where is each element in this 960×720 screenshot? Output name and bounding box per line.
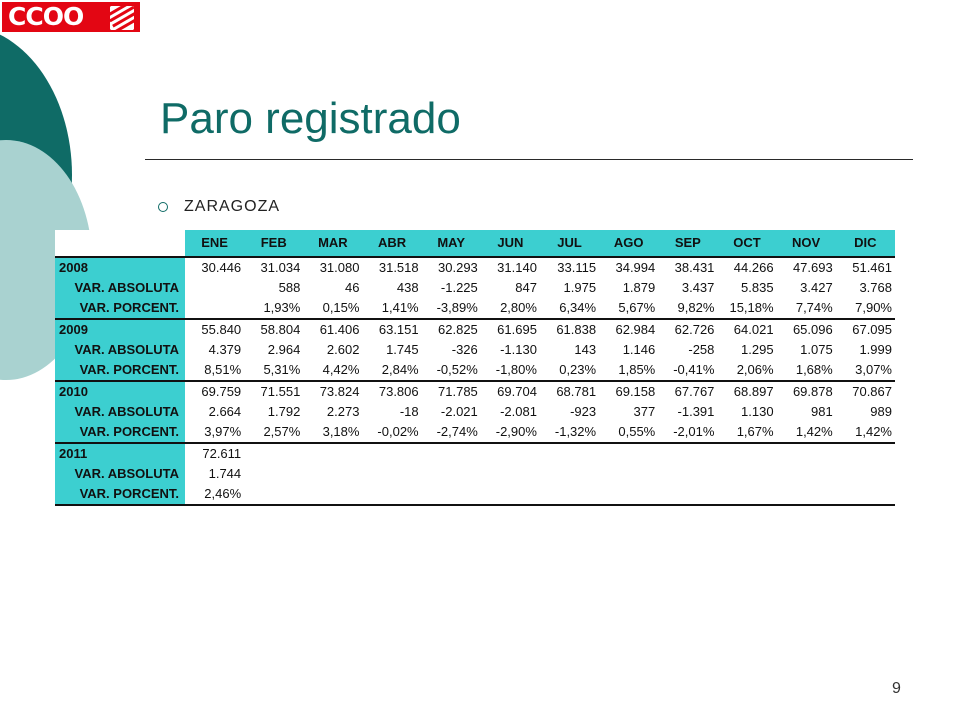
table-cell: 2,80% bbox=[500, 300, 537, 315]
table-cell bbox=[244, 484, 303, 505]
table-cell: 1,67% bbox=[736, 424, 774, 439]
percent-variation-label: VAR. PORCENT. bbox=[55, 422, 185, 443]
table-cell bbox=[836, 484, 895, 505]
table-cell: -0,52% bbox=[436, 362, 478, 377]
table-cell: -2.081 bbox=[500, 404, 537, 419]
absolute-variation-row bbox=[55, 464, 895, 484]
table-cell bbox=[658, 443, 717, 464]
table-cell: 58.804 bbox=[244, 319, 303, 340]
table-cell bbox=[777, 443, 836, 464]
table-cell: 7,90% bbox=[855, 300, 892, 315]
column-header: ENE bbox=[185, 230, 244, 257]
logo-text: CCOO bbox=[8, 2, 84, 31]
year-label: 2008 bbox=[55, 257, 185, 278]
table-cell: 5.835 bbox=[741, 280, 774, 295]
table-cell: 8,51% bbox=[204, 362, 242, 377]
table-cell: -0,02% bbox=[377, 424, 419, 439]
table-cell: 71.551 bbox=[244, 381, 303, 402]
column-header: JUL bbox=[540, 230, 599, 257]
table-cell: 2.964 bbox=[267, 342, 301, 357]
table-cell: 61.406 bbox=[303, 319, 362, 340]
table-cell: 1,41% bbox=[381, 300, 419, 315]
table-cell: 3,07% bbox=[855, 362, 892, 377]
table-cell: 68.897 bbox=[717, 381, 776, 402]
header-corner-cell bbox=[55, 230, 185, 257]
year-total-row bbox=[55, 443, 895, 464]
table-cell: 15,18% bbox=[729, 300, 774, 315]
percent-variation-label: VAR. PORCENT. bbox=[55, 298, 185, 319]
table-cell bbox=[836, 464, 895, 484]
table-cell: -1,80% bbox=[495, 362, 537, 377]
table-cell bbox=[481, 464, 540, 484]
table-cell: 1,85% bbox=[618, 362, 656, 377]
absolute-variation-label: VAR. ABSOLUTA bbox=[55, 340, 185, 360]
table-cell: 143 bbox=[574, 342, 597, 357]
aragon-flag-icon bbox=[110, 6, 134, 30]
table-cell bbox=[362, 484, 421, 505]
year-group bbox=[55, 319, 895, 381]
table-cell: -18 bbox=[399, 404, 419, 419]
table-cell: 51.461 bbox=[836, 257, 895, 278]
table-cell bbox=[658, 484, 717, 505]
page-number: 9 bbox=[892, 680, 901, 697]
table-cell: -923 bbox=[570, 404, 597, 419]
column-header: SEP bbox=[658, 230, 717, 257]
unemployment-table bbox=[55, 230, 895, 506]
table-cell bbox=[185, 278, 244, 298]
table-cell: 61.695 bbox=[481, 319, 540, 340]
table-cell bbox=[717, 484, 776, 505]
column-header: JUN bbox=[481, 230, 540, 257]
table-cell: 34.994 bbox=[599, 257, 658, 278]
table-cell: -2,74% bbox=[436, 424, 478, 439]
table-cell bbox=[303, 443, 362, 464]
table-cell bbox=[362, 464, 421, 484]
table-cell bbox=[303, 464, 362, 484]
table-cell bbox=[540, 484, 599, 505]
table-cell: 31.140 bbox=[481, 257, 540, 278]
table-cell: 1,68% bbox=[795, 362, 833, 377]
table-cell: 588 bbox=[278, 280, 301, 295]
table-cell: -0,41% bbox=[673, 362, 715, 377]
table-cell: -326 bbox=[451, 342, 478, 357]
table-cell bbox=[422, 464, 481, 484]
table-cell: 2,57% bbox=[263, 424, 301, 439]
table-cell: 438 bbox=[396, 280, 419, 295]
year-label: 2011 bbox=[55, 443, 185, 464]
table-cell: 69.704 bbox=[481, 381, 540, 402]
table-cell bbox=[362, 443, 421, 464]
table-cell: 3,18% bbox=[322, 424, 360, 439]
table-cell bbox=[303, 484, 362, 505]
table-cell: 3.437 bbox=[681, 280, 715, 295]
table-cell: 2.602 bbox=[326, 342, 360, 357]
table-cell: 1.075 bbox=[800, 342, 833, 357]
table-cell: 68.781 bbox=[540, 381, 599, 402]
table-cell bbox=[658, 464, 717, 484]
table-cell: 1.146 bbox=[622, 342, 656, 357]
table-cell: -3,89% bbox=[436, 300, 478, 315]
table-cell bbox=[422, 443, 481, 464]
table-cell: -1.391 bbox=[677, 404, 715, 419]
table-cell: -258 bbox=[688, 342, 715, 357]
column-header: MAR bbox=[303, 230, 362, 257]
year-group bbox=[55, 381, 895, 443]
table-cell bbox=[481, 484, 540, 505]
table-cell bbox=[777, 484, 836, 505]
year-total-row bbox=[55, 257, 895, 278]
table-cell: 377 bbox=[633, 404, 656, 419]
table-cell bbox=[422, 484, 481, 505]
bullet-item bbox=[158, 198, 280, 216]
table-cell: 38.431 bbox=[658, 257, 717, 278]
table-cell bbox=[717, 464, 776, 484]
table-cell: 7,74% bbox=[795, 300, 833, 315]
table-cell: 3.427 bbox=[800, 280, 833, 295]
table-cell: 1.792 bbox=[267, 404, 301, 419]
table-cell: 6,34% bbox=[559, 300, 597, 315]
column-header: DIC bbox=[836, 230, 895, 257]
table-cell: 61.838 bbox=[540, 319, 599, 340]
absolute-variation-row bbox=[55, 402, 895, 422]
title-divider bbox=[145, 159, 913, 160]
table-cell: 1.975 bbox=[563, 280, 597, 295]
table-cell: 69.878 bbox=[777, 381, 836, 402]
slide-title: Paro registrado bbox=[160, 94, 461, 143]
table-cell: 2,84% bbox=[381, 362, 419, 377]
table-cell: 55.840 bbox=[185, 319, 244, 340]
table-cell: 73.824 bbox=[303, 381, 362, 402]
absolute-variation-label: VAR. ABSOLUTA bbox=[55, 464, 185, 484]
table-cell: 73.806 bbox=[362, 381, 421, 402]
year-group bbox=[55, 257, 895, 319]
table-cell: 64.021 bbox=[717, 319, 776, 340]
percent-variation-label: VAR. PORCENT. bbox=[55, 360, 185, 381]
table-cell: 31.518 bbox=[362, 257, 421, 278]
percent-variation-row bbox=[55, 484, 895, 505]
table-cell: 3.768 bbox=[859, 280, 892, 295]
column-header: AGO bbox=[599, 230, 658, 257]
absolute-variation-label: VAR. ABSOLUTA bbox=[55, 278, 185, 298]
year-label: 2009 bbox=[55, 319, 185, 340]
table-cell: -2.021 bbox=[440, 404, 478, 419]
table-cell: 62.984 bbox=[599, 319, 658, 340]
table-cell: 4,42% bbox=[322, 362, 360, 377]
table-cell: 1.879 bbox=[622, 280, 656, 295]
table-cell: 67.095 bbox=[836, 319, 895, 340]
table-cell: 989 bbox=[870, 404, 892, 419]
table-cell: 30.293 bbox=[422, 257, 481, 278]
table-cell: 1,42% bbox=[855, 424, 892, 439]
table-cell bbox=[777, 464, 836, 484]
table-cell: 4.379 bbox=[208, 342, 242, 357]
percent-variation-label: VAR. PORCENT. bbox=[55, 484, 185, 505]
column-header: MAY bbox=[422, 230, 481, 257]
table-cell: 31.080 bbox=[303, 257, 362, 278]
table-cell bbox=[717, 443, 776, 464]
ccoo-logo bbox=[0, 0, 142, 34]
table-cell bbox=[540, 443, 599, 464]
table-cell: 3,97% bbox=[204, 424, 242, 439]
year-total-row bbox=[55, 319, 895, 340]
table-cell: 0,15% bbox=[322, 300, 360, 315]
year-label: 2010 bbox=[55, 381, 185, 402]
table-cell: 33.115 bbox=[540, 257, 599, 278]
year-group bbox=[55, 443, 895, 505]
circle-bullet-icon bbox=[158, 202, 168, 212]
table-cell: 1,93% bbox=[263, 300, 301, 315]
bullet-label: ZARAGOZA bbox=[184, 198, 281, 215]
table-cell: 72.611 bbox=[185, 443, 244, 464]
table-cell: 71.785 bbox=[422, 381, 481, 402]
table-cell: -1,32% bbox=[554, 424, 597, 439]
table-cell: 30.446 bbox=[185, 257, 244, 278]
table-cell: 44.266 bbox=[717, 257, 776, 278]
table-cell: 67.767 bbox=[658, 381, 717, 402]
table-cell bbox=[599, 484, 658, 505]
table-cell bbox=[244, 443, 303, 464]
percent-variation-row bbox=[55, 422, 895, 443]
table-cell: 31.034 bbox=[244, 257, 303, 278]
table-cell: 5,31% bbox=[263, 362, 301, 377]
table-cell bbox=[481, 443, 540, 464]
percent-variation-row bbox=[55, 298, 895, 319]
table-cell: 69.158 bbox=[599, 381, 658, 402]
table-cell bbox=[540, 464, 599, 484]
table-cell: 1.744 bbox=[208, 466, 242, 481]
table-cell: 9,82% bbox=[677, 300, 715, 315]
table-cell: -1.225 bbox=[440, 280, 478, 295]
table-cell: 0,55% bbox=[618, 424, 656, 439]
column-header: OCT bbox=[717, 230, 776, 257]
table-cell: 62.825 bbox=[422, 319, 481, 340]
table-cell: -2,01% bbox=[673, 424, 715, 439]
table-cell: -1.130 bbox=[500, 342, 537, 357]
table-cell: 1,42% bbox=[795, 424, 833, 439]
table-cell: 46 bbox=[345, 280, 360, 295]
table-cell bbox=[244, 464, 303, 484]
table-cell: 2,46% bbox=[185, 484, 244, 505]
table-cell: 847 bbox=[515, 280, 537, 295]
table-cell: 62.726 bbox=[658, 319, 717, 340]
absolute-variation-label: VAR. ABSOLUTA bbox=[55, 402, 185, 422]
absolute-variation-row bbox=[55, 340, 895, 360]
absolute-variation-row bbox=[55, 278, 895, 298]
year-total-row bbox=[55, 381, 895, 402]
table-cell: 63.151 bbox=[362, 319, 421, 340]
percent-variation-row bbox=[55, 360, 895, 381]
table-cell: 2.273 bbox=[326, 404, 360, 419]
column-header: FEB bbox=[244, 230, 303, 257]
table-cell: 1.295 bbox=[741, 342, 774, 357]
table-cell: 47.693 bbox=[777, 257, 836, 278]
table-cell: 5,67% bbox=[618, 300, 656, 315]
column-header: ABR bbox=[362, 230, 421, 257]
table-cell: 981 bbox=[811, 404, 833, 419]
table-cell bbox=[599, 464, 658, 484]
table-cell bbox=[599, 443, 658, 464]
table-cell: 2.664 bbox=[208, 404, 242, 419]
table-cell: 1.130 bbox=[741, 404, 774, 419]
table-cell: 1.999 bbox=[859, 342, 892, 357]
table-cell: 0,23% bbox=[559, 362, 597, 377]
table-cell bbox=[185, 298, 244, 319]
table-cell: 70.867 bbox=[836, 381, 895, 402]
table-cell bbox=[836, 443, 895, 464]
table-cell: 2,06% bbox=[736, 362, 774, 377]
column-header: NOV bbox=[777, 230, 836, 257]
table-header-row bbox=[55, 230, 895, 257]
table-cell: 1.745 bbox=[386, 342, 419, 357]
table-cell: 69.759 bbox=[185, 381, 244, 402]
table-cell: -2,90% bbox=[495, 424, 537, 439]
table-cell: 65.096 bbox=[777, 319, 836, 340]
